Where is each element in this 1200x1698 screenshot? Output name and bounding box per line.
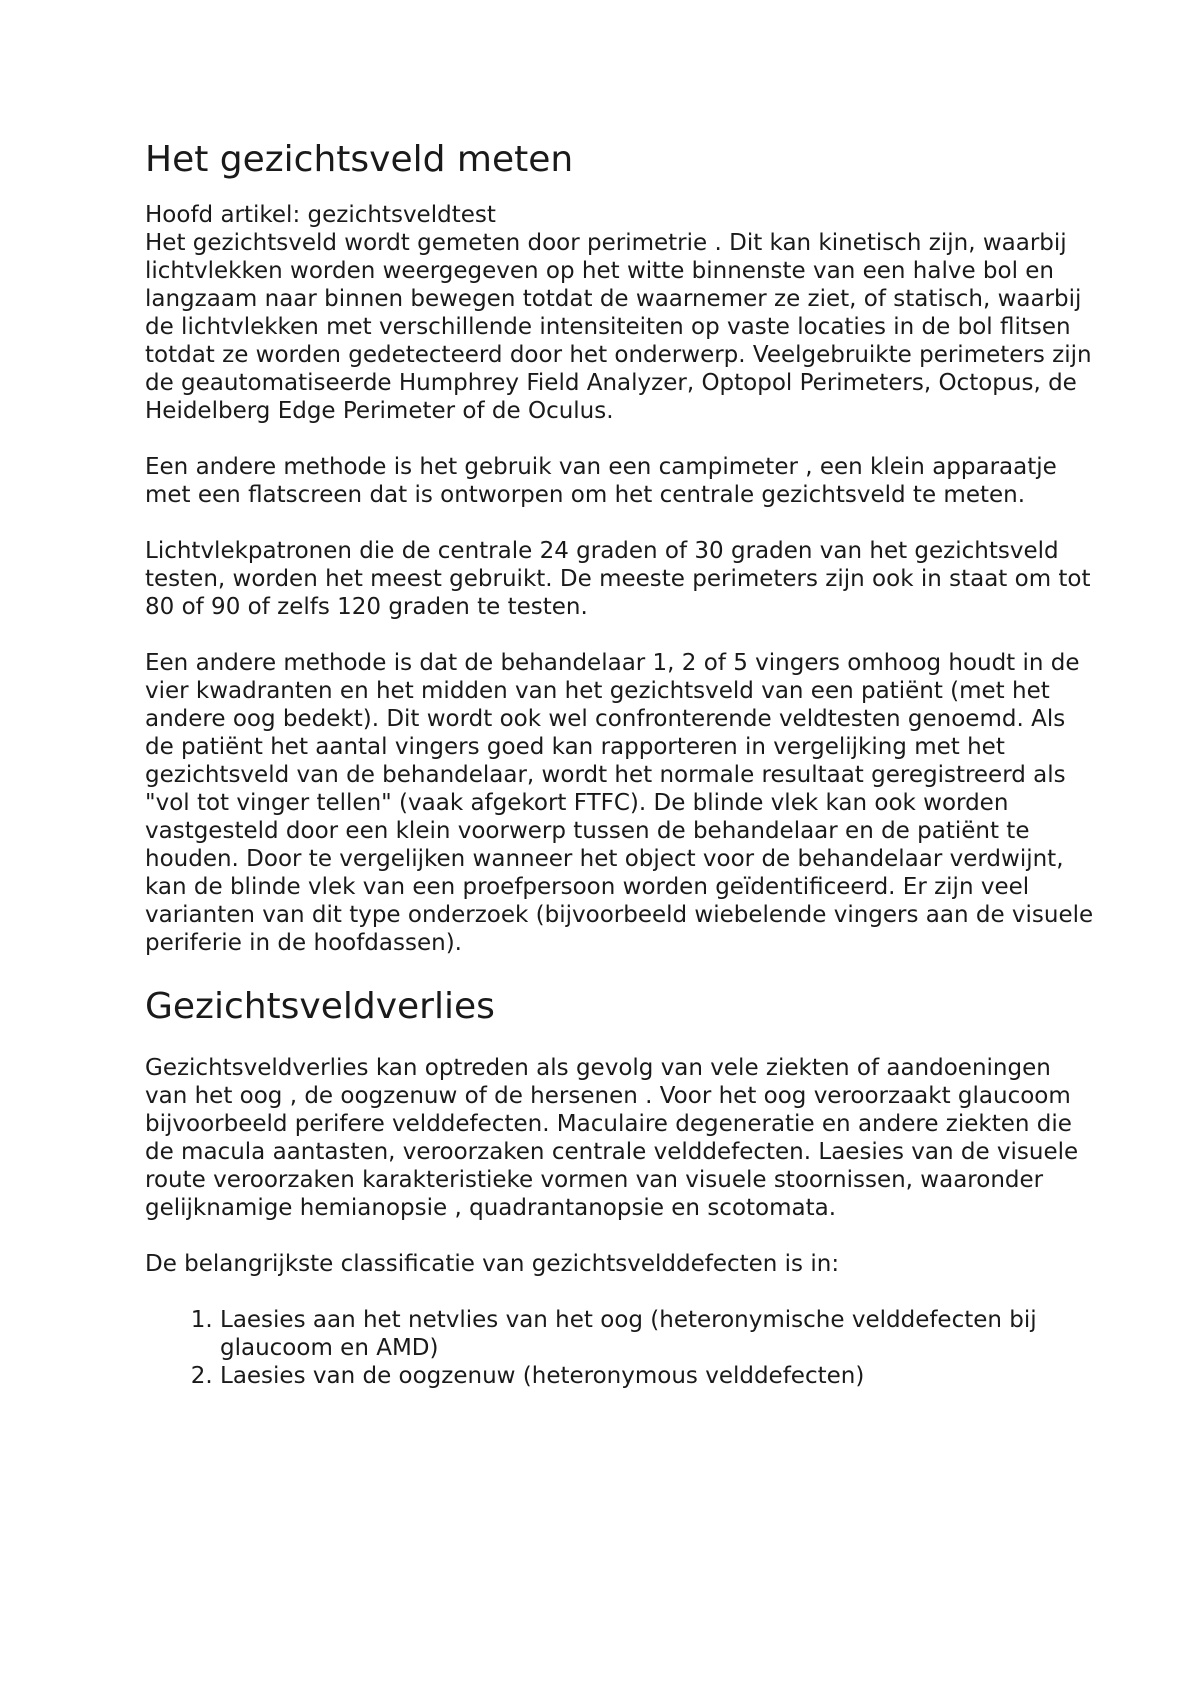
paragraph-campimeter: Een andere methode is het gebruik van een campimeter , een klein apparaatje met een flatscreen dat is ontworpen om het centrale gezichtsveld te meten. [145,454,1057,509]
section-heading-measuring: Het gezichtsveld meten [145,139,574,180]
paragraph-confrontation-test: Een andere methode is dat de behandelaar 1, 2 of 5 vingers omhoog houdt in de vier kwadranten en het midden van het gezichtsveld van een patiënt (met het andere oog bedekt). Dit wordt ook wel confronterende veldtesten genoemd. Als de patiënt het aantal vingers goed kan rapporteren in vergelijking met het gezichtsveld van de behandelaar, wordt het normale resultaat geregistreerd als "vol tot vinger tellen" (vaak afgekort FTFC). De blinde vlek kan ook worden vastgesteld door een klein voorwerp tussen de behandelaar en de patiënt te houden. Door te vergelijken wanneer het object voor de behandelaar verdwijnt, kan de blinde vlek van een proefpersoon worden geïdentificeerd. Er zijn veel varianten van dit type onderzoek (bijvoorbeeld wiebelende vingers aan de visuele periferie in de hoofdassen). [145,650,1094,957]
main-article-reference: Hoofd artikel: gezichtsveldtest [145,202,496,229]
paragraph-classification-intro: De belangrijkste classificatie van gezichtsvelddefecten is in: [145,1251,840,1278]
paragraph-perimetry: Het gezichtsveld wordt gemeten door perimetrie . Dit kan kinetisch zijn, waarbij lichtvlekken worden weergegeven op het witte binnenste van een halve bol en langzaam naar binnen bewegen totdat de waarnemer ze ziet, of statisch, waarbij de lichtvlekken met verschillende intensiteiten op vaste locaties in de bol flitsen totdat ze worden gedetecteerd door het onderwerp. Veelgebruikte perimeters zijn de geautomatiseerde Humphrey Field Analyzer, Optopol Perimeters, Octopus, de Heidelberg Edge Perimeter of de Oculus. [145,230,1092,425]
section-heading-field-loss: Gezichtsveldverlies [145,986,495,1028]
classification-list [145,1306,1095,1390]
document-page [145,138,1095,1390]
list-item: 1. Laesies aan het netvlies van het oog (heteronymische velddefecten bij glaucoom en AMD) [220,1306,1095,1362]
paragraph-light-patterns: Lichtvlekpatronen die de centrale 24 graden of 30 graden van het gezichtsveld testen, worden het meest gebruikt. De meeste perimeters zijn ook in staat om tot 80 of 90 of zelfs 120 graden te testen. [145,538,1091,621]
paragraph-field-loss: Gezichtsveldverlies kan optreden als gevolg van vele ziekten of aandoeningen van het oog , de oogzenuw of de hersenen . Voor het oog veroorzaakt glaucoom bijvoorbeeld perifere velddefecten. Maculaire degeneratie en andere ziekten die de macula aantasten, veroorzaken centrale velddefecten. Laesies van de visuele route veroorzaken karakteristieke vormen van visuele stoornissen, waaronder gelijknamige hemianopsie , quadrantanopsie en scotomata. [145,1055,1079,1222]
list-item: 2. Laesies van de oogzenuw (heteronymous velddefecten) [220,1362,1095,1390]
